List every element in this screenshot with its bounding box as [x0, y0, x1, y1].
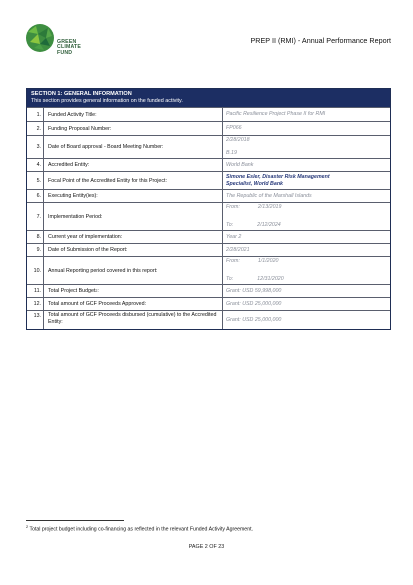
row-label: Accredited Entity: [43, 159, 223, 171]
row-number: 2. [36, 125, 41, 132]
row-value: Pacific Resilience Project Phase II for RMI [226, 111, 326, 117]
row-label: Funding Proposal Number: [43, 122, 223, 135]
general-information-table [26, 88, 391, 330]
table-row [27, 256, 390, 284]
footnote-ref: 2 [95, 289, 98, 293]
row-value: Year 2 [226, 233, 242, 240]
table-row [27, 107, 390, 121]
row-value: World Bank [226, 161, 254, 168]
reporting-end-date: 12/31/2020 [257, 276, 284, 282]
table-row [27, 158, 390, 171]
row-value: Simone Esler, Disaster Risk Management Specialist, World Bank [226, 173, 330, 187]
row-label: Focal Point of the Accredited Entity for this Project: [43, 172, 223, 189]
footnote [26, 525, 253, 533]
row-number: 7. [36, 213, 41, 220]
row-number: 3. [36, 144, 41, 150]
row-label: Date of Submission of the Report: [43, 244, 223, 256]
row-number: 1. [36, 111, 41, 118]
table-row [27, 243, 390, 256]
row-label: Date of Board approval - Board Meeting Number: [43, 136, 223, 158]
page-number: PAGE 2 OF 23 [188, 544, 225, 550]
gcf-logo [24, 22, 84, 72]
row-number: 12. [33, 301, 41, 307]
row-number: 4. [36, 162, 41, 168]
table-row [27, 202, 390, 230]
row-value [223, 203, 390, 230]
footnote-text: Total project budget including co-financing as reflected in the relevant Funded Activity Agreement. [29, 526, 253, 533]
table-row [27, 284, 390, 297]
to-label: To: [226, 276, 234, 282]
row-label: Total amount of GCF Proceeds Approved: [43, 298, 223, 310]
row-value: 2/28/2021 [226, 246, 250, 253]
row-value: Grant: USD 25,000,000 [226, 316, 282, 323]
row-number: 9. [36, 247, 41, 253]
implementation-end-date: 2/12/2024 [257, 222, 281, 228]
board-approval-date: 2/28/2018 [226, 137, 250, 143]
reporting-start-date: 1/1/2020 [257, 258, 279, 264]
row-label: Annual Reporting period covered in this report: [43, 257, 223, 284]
row-label: Current year of implementation: [43, 231, 223, 243]
from-label: From: [226, 258, 240, 264]
row-value [223, 257, 390, 284]
row-value: Grant: USD 59,998,000 [226, 287, 282, 294]
footnote-marker: 2 [26, 525, 29, 529]
table-row [27, 121, 390, 135]
row-number: 8. [36, 234, 41, 240]
globe-logo-icon [24, 22, 56, 54]
table-row [27, 230, 390, 243]
row-value: The Republic of the Marshall Islands [226, 192, 312, 199]
section-header [27, 89, 390, 107]
section-description: This section provides general information on the funded activity. [31, 98, 183, 104]
row-value: FP066 [226, 125, 242, 131]
footnote-divider [26, 520, 124, 521]
table-row [27, 135, 390, 158]
row-number: 5. [36, 177, 41, 184]
table-row [27, 310, 390, 329]
row-label: Implementation Period: [43, 203, 223, 230]
row-label: Executing Entity(ies): [43, 190, 223, 202]
row-number: 11. [34, 288, 41, 294]
row-number: 10. [33, 267, 41, 274]
row-label: Total Project Budget 2 : [43, 285, 223, 297]
document-header-title: PREP II (RMI) - Annual Performance Report [250, 36, 391, 45]
row-number: 13. [33, 313, 41, 319]
section-title: SECTION 1: GENERAL INFORMATION [31, 91, 132, 97]
implementation-start-date: 2/13/2019 [257, 204, 282, 210]
row-value [223, 136, 390, 158]
row-label: Total amount of GCF Proceeds disbursed (cumulative) to the Accredited Entity: [43, 311, 223, 329]
logo-text: GREEN CLIMATE FUND [57, 39, 82, 56]
table-row [27, 171, 390, 189]
row-value: Grant: USD 25,000,000 [226, 300, 282, 307]
row-number: 6. [36, 193, 41, 199]
to-label: To: [226, 222, 234, 228]
from-label: From: [226, 204, 240, 210]
table-row [27, 189, 390, 202]
row-label: Funded Activity Title: [43, 108, 223, 121]
table-row [27, 297, 390, 310]
board-meeting-number: B.19 [226, 150, 237, 156]
